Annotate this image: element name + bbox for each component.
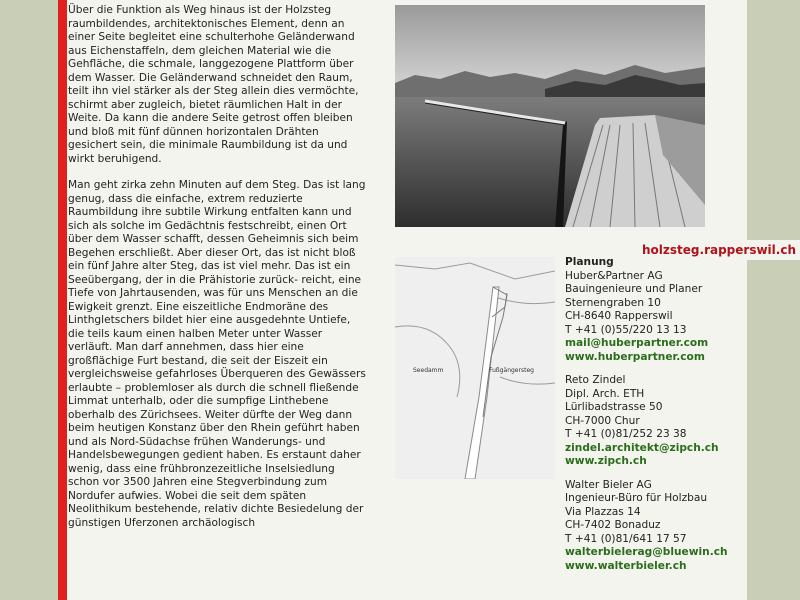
- contact-line: CH-8640 Rapperswil: [565, 310, 673, 322]
- left-background-strip: [0, 0, 58, 600]
- contact-line: CH-7402 Bonaduz: [565, 519, 661, 531]
- email-link[interactable]: mail@huberpartner.com: [565, 337, 709, 349]
- contact-phone: T +41 (0)81/641 17 57: [565, 532, 687, 545]
- location-map: [395, 257, 555, 479]
- website-link[interactable]: www.walterbieler.ch: [565, 559, 687, 572]
- contact-phone: T +41 (0)55/220 13 13: [565, 323, 687, 336]
- contacts-panel: [565, 256, 745, 583]
- contact-line: Walter Bieler AG: [565, 478, 652, 491]
- contact-line: Huber&Partner AG: [565, 269, 663, 282]
- contact-phone: T +41 (0)81/252 23 38: [565, 428, 687, 440]
- contact-line: Lürlibadstrasse 50: [565, 401, 663, 413]
- right-background-strip: [747, 0, 800, 600]
- article-paragraph: Man geht zirka zehn Minuten auf dem Steg. Das ist lang genug, dass die einfache, extrem reduzierte Raumbildung ihre subtile Wirkung entfalten kann und sich als solche im Gedächtnis festschreibt, einen Ort über dem Wasser schafft, dessen Geheimnis sich beim Begehen erschließt. Aber dieser Ort, das ist nicht bloß ein fünf Jahre alter Steg, das ist viel mehr. Das ist ein Seeübergang, der in die Prähistorie zurück- reicht, eine Tiefe von Jahrtausenden, was für uns Menschen an die Ewigkeit grenzt. Eine eiszeitliche Endmoräne des Linthgletschers bildet hier eine ausgedehnte Untiefe, die teils kaum einen halben Meter unter Wasser verläuft. Man darf annehmen, dass hier eine großflächige Furt bestand, die seit der Eiszeit ein vergleichsweise gefahrloses Überqueren des Gewässers erlaubte – problemloser als durch die schnell fließende Limmat unterhalb, oder die sumpfige Linthebene oberhalb des Zürichsees. Weiter dürfte der Weg dann beim heutigen Konstanz über den Rhein geführt haben und als Nord-Südachse frühen Wanderungs- und Handelsbewegungen gedient haben. Es erstaunt daher wenig, dass eine frühbronzezeitliche Inselsiedlung schon vor 3500 Jahren eine Stegverbindung zum Nordufer aufwies. Wobei die seit dem späten Neolithikum bestehende, relativ dichte Besiedelung der günstigen Uferzonen archäologisch: [68, 179, 366, 529]
- website-link[interactable]: www.zipch.ch: [565, 455, 647, 467]
- map-label-footbridge: Fußgängersteg: [489, 367, 534, 374]
- contact-line: Reto Zindel: [565, 374, 626, 386]
- planning-heading: Planung: [565, 256, 614, 268]
- email-link[interactable]: walterbielerag@bluewin.ch: [565, 546, 728, 558]
- article-text: [68, 4, 368, 543]
- contact-line: Bauingenieure und Planer: [565, 283, 703, 295]
- website-label: holzsteg.rapperswil.ch: [640, 240, 800, 260]
- contact-block-zindel: [565, 374, 745, 469]
- article-paragraph: Über die Funktion als Weg hinaus ist der Holzsteg raumbildendes, architektonisches Element, denn an einer Seite begleitet eine schulterhohe Geländerwand aus Eichenstaffeln, dem gleichen Material wie die Gehfläche, die schmale, langgezogene Plattform über dem Wasser. Die Geländerwand schneidet den Raum, teilt ihn viel stärker als der Steg allein dies vermöchte, schirmt aber zugleich, bietet räumlichen Halt in der Weite. Da kann die andere Seite getrost offen bleiben und bloß mit fünf dünnen horizontalen Drähten gesichert sein, die minimale Raumbildung ist da und wirkt beruhigend.: [68, 4, 359, 165]
- bridge-photo: [395, 5, 705, 227]
- contact-line: Ingenieur-Büro für Holzbau: [565, 492, 708, 504]
- red-accent-bar: [58, 0, 67, 600]
- contact-block-huberpartner: [565, 270, 745, 365]
- email-link[interactable]: zindel.architekt@zipch.ch: [565, 441, 719, 454]
- website-link[interactable]: www.huberpartner.com: [565, 350, 705, 363]
- contact-block-bieler: [565, 479, 745, 574]
- contact-line: Via Plazzas 14: [565, 505, 641, 518]
- contact-line: CH-7000 Chur: [565, 414, 640, 427]
- contact-line: Dipl. Arch. ETH: [565, 387, 645, 400]
- map-label-seedamm: Seedamm: [413, 367, 444, 374]
- contact-line: Sternengraben 10: [565, 296, 661, 309]
